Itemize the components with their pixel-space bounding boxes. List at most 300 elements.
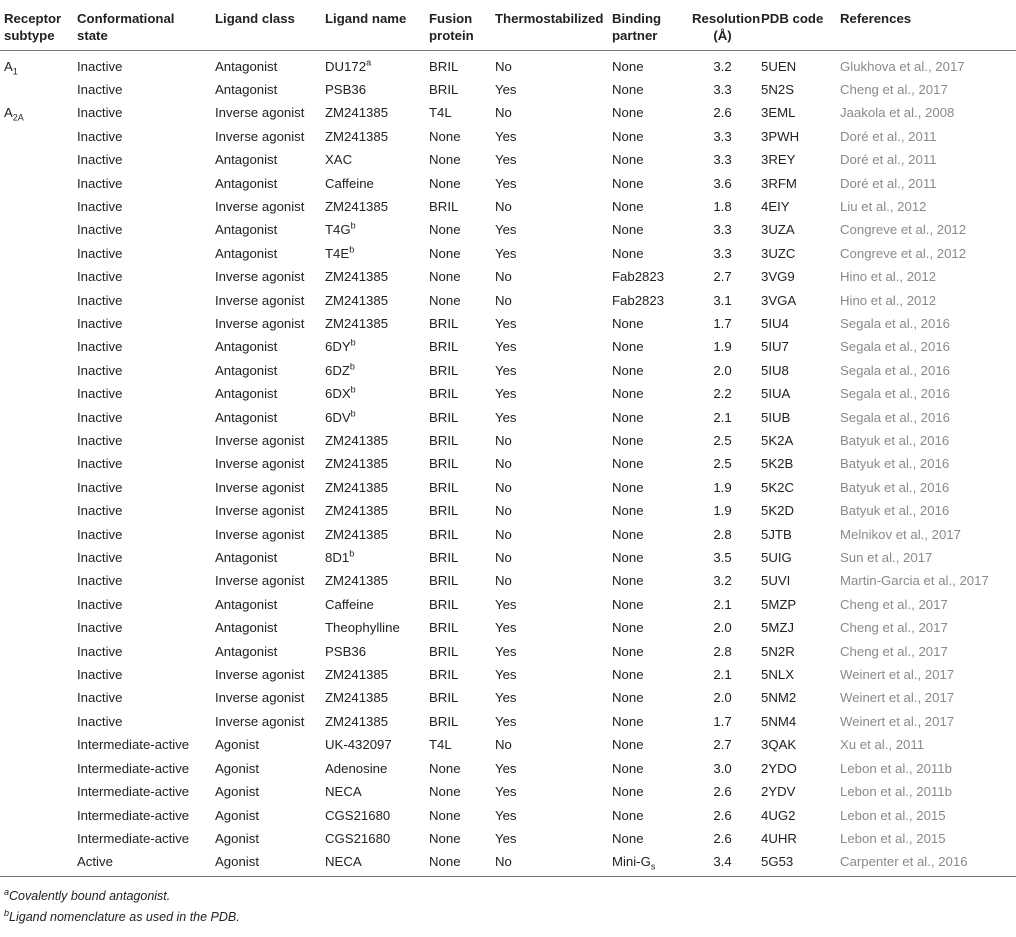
cell-state xyxy=(73,593,211,616)
footnote-a xyxy=(0,886,1016,907)
cell-ligand-name-text: UK-432097 xyxy=(325,737,392,753)
cell-fusion-text: None xyxy=(429,830,461,846)
cell-pdb-code-text: 5K2B xyxy=(761,456,794,472)
cell-resolution-text: 2.7 xyxy=(713,269,732,285)
cell-binding-partner xyxy=(608,546,688,569)
cell-thermostabilized xyxy=(491,335,608,358)
cell-ligand-name-text: PSB36 xyxy=(325,643,367,659)
cell-state-text: Inactive xyxy=(77,573,123,589)
cell-fusion xyxy=(425,616,491,639)
cell-fusion xyxy=(425,640,491,663)
cell-state xyxy=(73,265,211,288)
cell-thermostabilized-text: Yes xyxy=(495,81,517,97)
cell-ligand-name xyxy=(321,850,425,876)
cell-ligand-class-text: Inverse agonist xyxy=(215,479,305,495)
cell-ligand-class xyxy=(211,546,321,569)
cell-fusion-text: BRIL xyxy=(429,667,459,683)
cell-subtype xyxy=(0,523,73,546)
cell-pdb-code xyxy=(757,148,836,171)
cell-reference xyxy=(836,546,1016,569)
cell-subtype xyxy=(0,804,73,827)
cell-state xyxy=(73,359,211,382)
cell-thermostabilized-text: No xyxy=(495,550,512,566)
cell-subtype xyxy=(0,359,73,382)
subtype-subscript: 2A xyxy=(12,112,24,123)
cell-thermostabilized xyxy=(491,780,608,803)
cell-binding-partner xyxy=(608,827,688,850)
cell-thermostabilized xyxy=(491,406,608,429)
cell-pdb-code-text: 5IU4 xyxy=(761,315,789,331)
cell-binding-partner-text: None xyxy=(612,830,644,846)
cell-resolution-text: 2.8 xyxy=(713,526,732,542)
header-line: subtype xyxy=(4,28,55,43)
cell-state-text: Inactive xyxy=(77,479,123,495)
cell-ligand-class xyxy=(211,663,321,686)
table-row xyxy=(0,125,1016,148)
column-header-thermostabilized xyxy=(491,0,608,50)
cell-reference xyxy=(836,733,1016,756)
cell-thermostabilized xyxy=(491,593,608,616)
cell-resolution-text: 3.5 xyxy=(713,550,732,566)
cell-ligand-class xyxy=(211,616,321,639)
cell-ligand-class-text: Antagonist xyxy=(215,620,278,636)
cell-subtype xyxy=(0,78,73,101)
cell-thermostabilized-text: No xyxy=(495,433,512,448)
cell-thermostabilized xyxy=(491,148,608,171)
cell-ligand-class-text: Antagonist xyxy=(215,386,278,402)
table-row xyxy=(0,523,1016,546)
cell-state-text: Intermediate-active xyxy=(77,737,190,753)
cell-binding-partner xyxy=(608,148,688,171)
cell-binding-partner-text: None xyxy=(612,596,644,612)
cell-state xyxy=(73,172,211,195)
cell-reference xyxy=(836,50,1016,78)
cell-fusion-text: BRIL xyxy=(429,198,459,214)
table-row xyxy=(0,569,1016,592)
cell-reference-text: Segala et al., 2016 xyxy=(840,409,950,425)
cell-ligand-class xyxy=(211,686,321,709)
cell-fusion xyxy=(425,804,491,827)
cell-state xyxy=(73,148,211,171)
cell-fusion-text: None xyxy=(429,292,461,308)
cell-pdb-code xyxy=(757,312,836,335)
cell-state-text: Inactive xyxy=(77,315,123,331)
cell-subtype xyxy=(0,569,73,592)
cell-resolution-text: 1.9 xyxy=(713,339,732,355)
table-row xyxy=(0,499,1016,522)
cell-pdb-code-text: 3UZA xyxy=(761,222,795,238)
cell-pdb-code xyxy=(757,172,836,195)
cell-resolution xyxy=(688,335,757,358)
cell-fusion xyxy=(425,546,491,569)
footnote-mark: b xyxy=(4,907,10,918)
cell-fusion xyxy=(425,78,491,101)
cell-subtype xyxy=(0,195,73,218)
cell-ligand-class xyxy=(211,757,321,780)
table-row xyxy=(0,804,1016,827)
cell-ligand-name-text: ZM241385 xyxy=(325,128,389,144)
cell-fusion xyxy=(425,218,491,241)
cell-fusion xyxy=(425,50,491,78)
cell-fusion xyxy=(425,780,491,803)
column-header-fusion-protein xyxy=(425,0,491,50)
cell-ligand-class xyxy=(211,312,321,335)
cell-ligand-name xyxy=(321,476,425,499)
cell-resolution xyxy=(688,312,757,335)
cell-reference-text: Cheng et al., 2017 xyxy=(840,596,948,612)
cell-subtype xyxy=(0,242,73,265)
cell-resolution xyxy=(688,452,757,475)
cell-reference-text: Congreve et al., 2012 xyxy=(840,222,967,238)
cell-ligand-class xyxy=(211,78,321,101)
cell-resolution xyxy=(688,546,757,569)
cell-binding-partner-text: None xyxy=(612,456,644,472)
cell-ligand-name-text: CGS21680 xyxy=(325,830,391,846)
cell-pdb-code-text: 3VGA xyxy=(761,292,797,308)
cell-pdb-code-text: 5UIG xyxy=(761,550,792,566)
cell-resolution-text: 3.3 xyxy=(713,81,732,97)
cell-ligand-name xyxy=(321,757,425,780)
cell-state-text: Inactive xyxy=(77,292,123,308)
cell-pdb-code xyxy=(757,452,836,475)
table-row xyxy=(0,148,1016,171)
cell-subtype xyxy=(0,593,73,616)
cell-subtype xyxy=(0,101,73,124)
cell-binding-partner xyxy=(608,663,688,686)
cell-fusion xyxy=(425,523,491,546)
column-header-ligand-name xyxy=(321,0,425,50)
cell-subtype xyxy=(0,616,73,639)
cell-fusion-text: T4L xyxy=(429,105,452,121)
cell-reference-text: Liu et al., 2012 xyxy=(840,198,927,214)
cell-resolution xyxy=(688,125,757,148)
cell-resolution xyxy=(688,616,757,639)
cell-fusion-text: BRIL xyxy=(429,479,459,495)
cell-resolution-text: 2.6 xyxy=(713,105,732,121)
table-body xyxy=(0,50,1016,876)
cell-fusion-text: BRIL xyxy=(429,81,459,97)
cell-binding-partner xyxy=(608,382,688,405)
table-row xyxy=(0,640,1016,663)
cell-state-text: Inactive xyxy=(77,690,123,706)
cell-reference xyxy=(836,78,1016,101)
cell-fusion xyxy=(425,195,491,218)
cell-thermostabilized xyxy=(491,429,608,452)
cell-fusion xyxy=(425,569,491,592)
cell-binding-partner xyxy=(608,125,688,148)
cell-ligand-class-text: Inverse agonist xyxy=(215,456,305,472)
cell-subtype xyxy=(0,406,73,429)
cell-thermostabilized xyxy=(491,265,608,288)
cell-binding-partner xyxy=(608,101,688,124)
cell-resolution xyxy=(688,289,757,312)
cell-pdb-code-text: 5K2A xyxy=(761,433,794,448)
cell-state xyxy=(73,125,211,148)
cell-resolution xyxy=(688,733,757,756)
cell-ligand-name-text: ZM241385 xyxy=(325,456,389,472)
cell-binding-partner xyxy=(608,312,688,335)
cell-fusion xyxy=(425,359,491,382)
cell-resolution xyxy=(688,757,757,780)
cell-pdb-code xyxy=(757,50,836,78)
cell-thermostabilized-text: Yes xyxy=(495,760,517,776)
cell-state xyxy=(73,523,211,546)
cell-binding-partner xyxy=(608,406,688,429)
cell-reference xyxy=(836,429,1016,452)
cell-ligand-class xyxy=(211,569,321,592)
table-row xyxy=(0,172,1016,195)
cell-ligand-name-text: ZM241385 xyxy=(325,713,389,729)
cell-ligand-class xyxy=(211,125,321,148)
table-row xyxy=(0,50,1016,78)
cell-reference xyxy=(836,148,1016,171)
cell-binding-partner xyxy=(608,733,688,756)
header-line: Conformational xyxy=(77,11,175,26)
cell-ligand-class-text: Antagonist xyxy=(215,596,278,612)
cell-reference-text: Batyuk et al., 2016 xyxy=(840,456,950,472)
cell-pdb-code xyxy=(757,125,836,148)
cell-ligand-name-text: ZM241385 xyxy=(325,105,389,121)
cell-ligand-name xyxy=(321,616,425,639)
cell-ligand-name-text: ZM241385 xyxy=(325,503,389,519)
cell-subtype xyxy=(0,663,73,686)
cell-ligand-name xyxy=(321,289,425,312)
cell-state xyxy=(73,663,211,686)
cell-thermostabilized-text: No xyxy=(495,105,512,121)
cell-binding-partner xyxy=(608,172,688,195)
cell-ligand-name-text: DU172 xyxy=(325,58,367,74)
cell-subtype-text: A xyxy=(4,105,13,121)
cell-thermostabilized-text: No xyxy=(495,456,512,472)
cell-ligand-name-text: 6DV xyxy=(325,409,351,425)
table-row xyxy=(0,663,1016,686)
cell-reference xyxy=(836,569,1016,592)
header-line: state xyxy=(77,28,108,43)
cell-pdb-code xyxy=(757,429,836,452)
cell-subtype xyxy=(0,172,73,195)
cell-state xyxy=(73,476,211,499)
cell-binding-partner-text: None xyxy=(612,315,644,331)
cell-reference-text: Weinert et al., 2017 xyxy=(840,690,955,706)
cell-state-text: Inactive xyxy=(77,667,123,683)
cell-resolution xyxy=(688,359,757,382)
cell-fusion-text: BRIL xyxy=(429,503,459,519)
cell-pdb-code-text: 2YDV xyxy=(761,784,796,800)
cell-subtype xyxy=(0,382,73,405)
cell-reference-text: Martin-Garcia et al., 2017 xyxy=(840,573,989,589)
cell-binding-partner xyxy=(608,289,688,312)
cell-pdb-code-text: 5IUA xyxy=(761,386,791,402)
cell-state-text: Inactive xyxy=(77,386,123,402)
table-row xyxy=(0,616,1016,639)
cell-reference-text: Lebon et al., 2015 xyxy=(840,807,946,823)
cell-pdb-code-text: 5MZJ xyxy=(761,620,794,636)
cell-resolution xyxy=(688,429,757,452)
cell-binding-partner-text: None xyxy=(612,550,644,566)
cell-thermostabilized xyxy=(491,757,608,780)
cell-resolution-text: 2.6 xyxy=(713,784,732,800)
cell-resolution-text: 3.2 xyxy=(713,573,732,589)
cell-state xyxy=(73,78,211,101)
cell-pdb-code xyxy=(757,757,836,780)
cell-fusion-text: BRIL xyxy=(429,573,459,589)
cell-fusion xyxy=(425,850,491,876)
cell-ligand-class-text: Antagonist xyxy=(215,58,278,74)
cell-state xyxy=(73,804,211,827)
cell-resolution-text: 3.6 xyxy=(713,175,732,191)
cell-subtype xyxy=(0,640,73,663)
cell-state-text: Inactive xyxy=(77,526,123,542)
cell-state-text: Inactive xyxy=(77,152,123,168)
cell-state-text: Intermediate-active xyxy=(77,807,190,823)
cell-ligand-name-text: Caffeine xyxy=(325,596,374,612)
cell-state-text: Inactive xyxy=(77,362,123,378)
cell-thermostabilized-text: Yes xyxy=(495,409,517,425)
cell-resolution xyxy=(688,663,757,686)
cell-state xyxy=(73,757,211,780)
cell-thermostabilized-text: No xyxy=(495,737,512,753)
cell-resolution-text: 2.0 xyxy=(713,362,732,378)
cell-binding-partner-text: None xyxy=(612,807,644,823)
cell-fusion xyxy=(425,663,491,686)
table-row xyxy=(0,242,1016,265)
footnote-mark: b xyxy=(349,244,355,255)
cell-pdb-code-text: 5NLX xyxy=(761,667,794,683)
cell-ligand-class xyxy=(211,265,321,288)
header-line: Thermostabilized xyxy=(495,11,604,26)
table-row xyxy=(0,452,1016,475)
cell-state xyxy=(73,569,211,592)
cell-state-text: Intermediate-active xyxy=(77,830,190,846)
cell-thermostabilized xyxy=(491,569,608,592)
cell-thermostabilized-text: Yes xyxy=(495,175,517,191)
cell-reference xyxy=(836,242,1016,265)
cell-ligand-name-text: ZM241385 xyxy=(325,433,389,448)
cell-ligand-name xyxy=(321,50,425,78)
cell-state-text: Intermediate-active xyxy=(77,760,190,776)
cell-binding-partner-text: Fab2823 xyxy=(612,292,665,308)
cell-reference xyxy=(836,452,1016,475)
cell-resolution-text: 2.0 xyxy=(713,690,732,706)
cell-ligand-name xyxy=(321,382,425,405)
cell-fusion-text: BRIL xyxy=(429,339,459,355)
cell-state-text: Inactive xyxy=(77,713,123,729)
cell-ligand-class-text: Agonist xyxy=(215,830,259,846)
cell-fusion-text: BRIL xyxy=(429,58,459,74)
cell-ligand-name-text: ZM241385 xyxy=(325,573,389,589)
cell-reference-text: Segala et al., 2016 xyxy=(840,362,950,378)
cell-ligand-name-text: CGS21680 xyxy=(325,807,391,823)
cell-pdb-code-text: 4UG2 xyxy=(761,807,796,823)
cell-resolution-text: 2.5 xyxy=(713,456,732,472)
cell-reference-text: Batyuk et al., 2016 xyxy=(840,503,950,519)
footnote-mark: b xyxy=(350,337,356,348)
cell-thermostabilized-text: Yes xyxy=(495,339,517,355)
cell-binding-partner xyxy=(608,335,688,358)
cell-subtype xyxy=(0,757,73,780)
cell-ligand-name xyxy=(321,265,425,288)
cell-pdb-code-text: 5K2D xyxy=(761,503,794,519)
cell-ligand-name-text: ZM241385 xyxy=(325,198,389,214)
cell-ligand-name xyxy=(321,335,425,358)
cell-ligand-name xyxy=(321,780,425,803)
cell-ligand-name-text: ZM241385 xyxy=(325,315,389,331)
cell-pdb-code-text: 5IU7 xyxy=(761,339,789,355)
cell-reference-text: Weinert et al., 2017 xyxy=(840,667,955,683)
cell-pdb-code xyxy=(757,101,836,124)
cell-thermostabilized-text: Yes xyxy=(495,667,517,683)
cell-ligand-class-text: Inverse agonist xyxy=(215,503,305,519)
cell-ligand-class-text: Inverse agonist xyxy=(215,690,305,706)
table-row xyxy=(0,359,1016,382)
cell-pdb-code-text: 3QAK xyxy=(761,737,797,753)
cell-binding-partner-text: None xyxy=(612,198,644,214)
cell-fusion xyxy=(425,827,491,850)
cell-resolution-text: 1.7 xyxy=(713,315,732,331)
cell-ligand-class-text: Antagonist xyxy=(215,245,278,261)
table-row xyxy=(0,335,1016,358)
cell-resolution-text: 1.9 xyxy=(713,479,732,495)
cell-reference-text: Doré et al., 2011 xyxy=(840,128,937,144)
cell-resolution-text: 3.3 xyxy=(713,128,732,144)
cell-reference xyxy=(836,593,1016,616)
cell-reference xyxy=(836,335,1016,358)
cell-state-text: Inactive xyxy=(77,433,123,448)
cell-ligand-name-text: T4E xyxy=(325,245,350,261)
cell-reference-text: Lebon et al., 2011b xyxy=(840,784,952,800)
cell-fusion-text: None xyxy=(429,152,461,168)
cell-ligand-name-text: Theophylline xyxy=(325,620,400,636)
cell-fusion xyxy=(425,406,491,429)
cell-pdb-code-text: 5IUB xyxy=(761,409,791,425)
cell-binding-partner-text: None xyxy=(612,713,644,729)
cell-subtype xyxy=(0,50,73,78)
table-row xyxy=(0,827,1016,850)
cell-resolution-text: 1.9 xyxy=(713,503,732,519)
cell-fusion xyxy=(425,733,491,756)
cell-ligand-name xyxy=(321,125,425,148)
cell-state xyxy=(73,733,211,756)
table-row xyxy=(0,710,1016,733)
cell-binding-partner xyxy=(608,499,688,522)
cell-ligand-name xyxy=(321,359,425,382)
cell-ligand-class-text: Inverse agonist xyxy=(215,526,305,542)
cell-reference-text: Batyuk et al., 2016 xyxy=(840,479,950,495)
cell-binding-partner-text: Mini-G xyxy=(612,854,651,870)
cell-thermostabilized-text: Yes xyxy=(495,830,517,846)
cell-resolution xyxy=(688,850,757,876)
cell-resolution-text: 2.0 xyxy=(713,620,732,636)
cell-ligand-name xyxy=(321,242,425,265)
cell-reference xyxy=(836,616,1016,639)
cell-pdb-code-text: 3VG9 xyxy=(761,269,795,285)
cell-binding-partner-text: None xyxy=(612,760,644,776)
cell-state xyxy=(73,499,211,522)
cell-subtype xyxy=(0,452,73,475)
cell-ligand-class-text: Inverse agonist xyxy=(215,315,305,331)
cell-binding-partner xyxy=(608,218,688,241)
cell-fusion xyxy=(425,429,491,452)
cell-thermostabilized xyxy=(491,101,608,124)
cell-ligand-name xyxy=(321,710,425,733)
cell-ligand-name-text: NECA xyxy=(325,854,362,870)
cell-resolution-text: 2.8 xyxy=(713,643,732,659)
cell-pdb-code xyxy=(757,804,836,827)
cell-resolution xyxy=(688,593,757,616)
column-header-conformational-state xyxy=(73,0,211,50)
cell-pdb-code-text: 5JTB xyxy=(761,526,792,542)
cell-reference xyxy=(836,710,1016,733)
